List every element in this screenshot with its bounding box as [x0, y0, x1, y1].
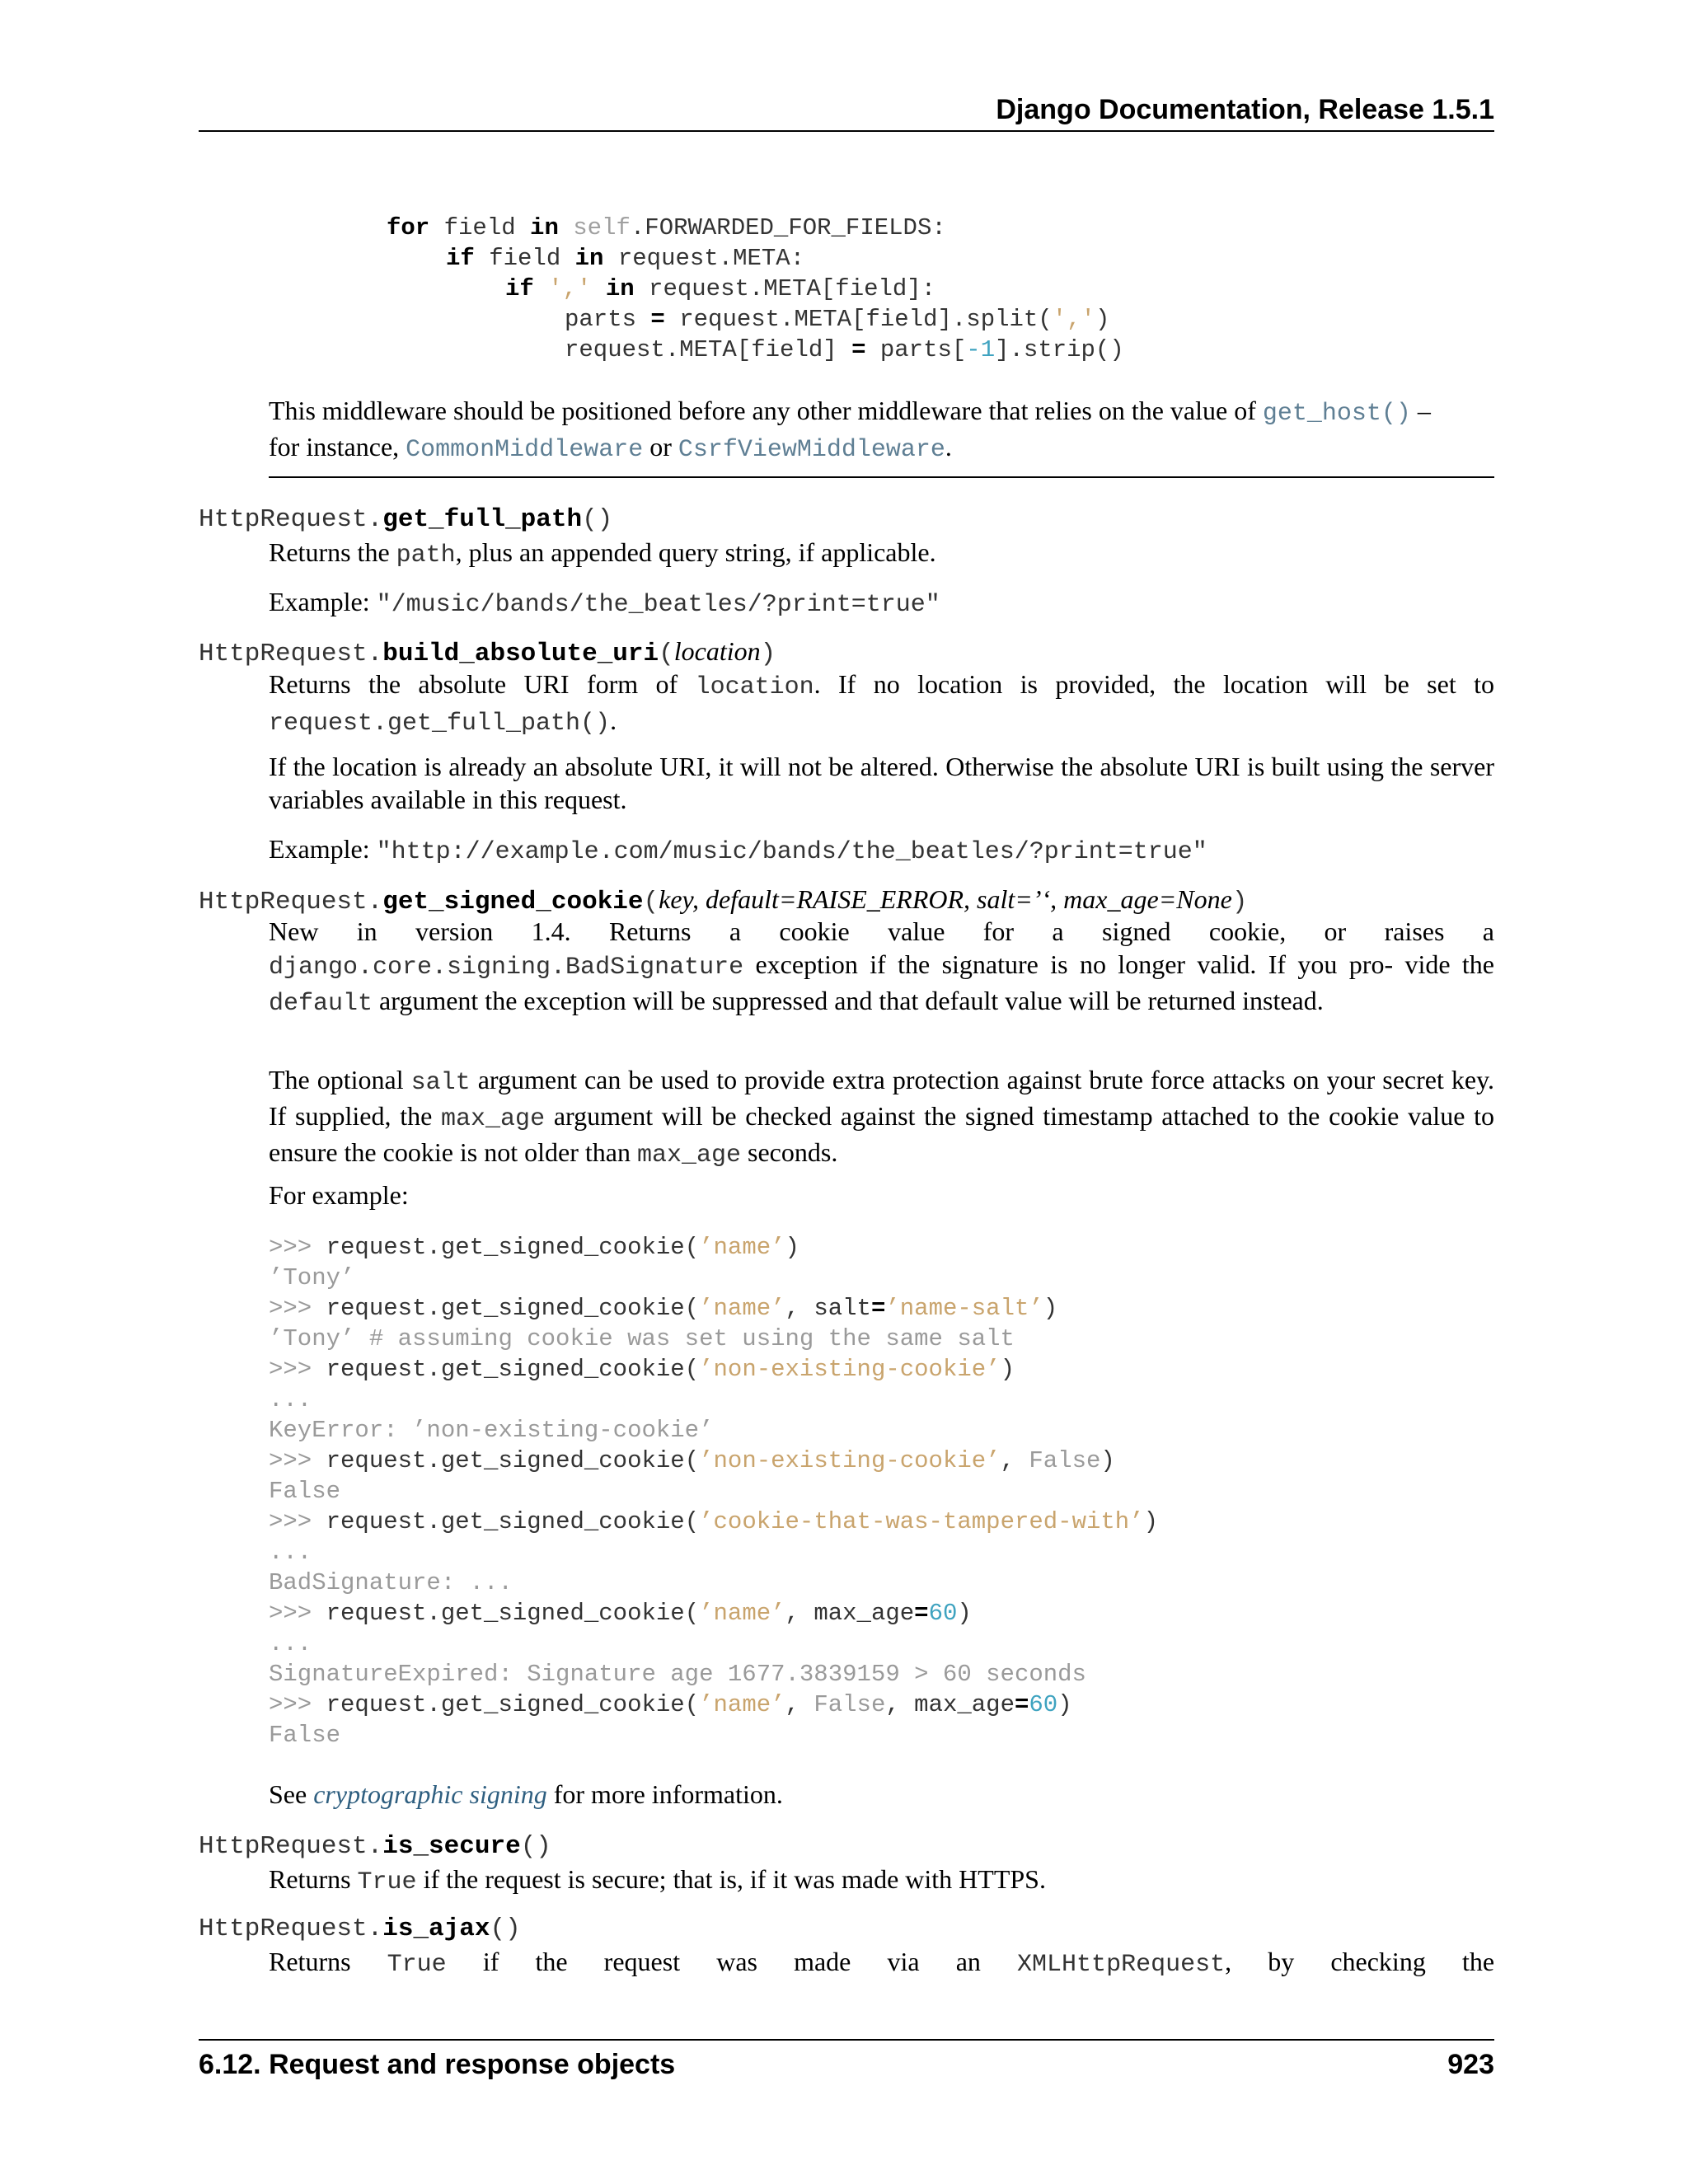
get-signed-cookie-salt-desc: The optional salt argument can be used to provide extra protection against brute force attacks on your secret key. If supplied, the max_age argument will be checked against the signed timestamp attached to the cookie value to ensure the cookie is not older than max_age seconds.: [269, 1065, 1495, 1169]
code-line: [269, 1659, 1086, 1690]
code-token: ’non-existing-cookie’: [699, 1356, 1001, 1383]
code-token: ...: [269, 1630, 312, 1657]
note-line-1: This middleware should be positioned before any other middleware that relies on the value of get_host() –: [269, 396, 1431, 428]
code-token: >>>: [269, 1600, 326, 1627]
code-token: , max_age: [885, 1691, 1015, 1718]
code-token: >>>: [269, 1447, 326, 1474]
code-token: ): [1000, 1356, 1015, 1383]
code-line: [269, 1598, 972, 1629]
cryptographic-signing-link[interactable]: cryptographic signing: [313, 1779, 547, 1809]
get-signed-cookie-desc: New in version 1.4. Returns a cookie value for a signed cookie, or raises a django.core.signing.BadSignature exception if the signature is no longer valid. If you pro- vide the default argument the exception will be suppressed and that default value will be returned instead.: [269, 916, 1495, 1018]
code-line: [269, 1690, 1072, 1720]
code-token: False: [269, 1722, 341, 1749]
note-line-2: for instance, CommonMiddleware or CsrfViewMiddleware.: [269, 432, 952, 464]
code-token: False: [1029, 1447, 1101, 1474]
code-line: if field in request.META:: [446, 245, 805, 272]
code-token: >>>: [269, 1356, 326, 1383]
code-token: =: [870, 1295, 886, 1322]
page-number: 923: [1447, 2049, 1494, 2080]
signature-is-secure: HttpRequest.is_secure(): [199, 1832, 551, 1861]
code-token: False: [814, 1691, 886, 1718]
code-line: [269, 1720, 340, 1750]
code-token: ): [785, 1234, 799, 1261]
code-line: [269, 1507, 1158, 1537]
code-token: ’name’: [699, 1600, 785, 1627]
code-token: ’name-salt’: [885, 1295, 1043, 1322]
code-token: ,: [1000, 1447, 1029, 1474]
is-ajax-desc: Returns True if the request was made via an XMLHttpRequest, by checking the: [269, 1947, 1495, 1979]
code-token: ,: [785, 1691, 814, 1718]
code-token: , salt: [785, 1295, 871, 1322]
code-token: ’name’: [699, 1234, 785, 1261]
code-line: [269, 1568, 513, 1598]
code-token: >>>: [269, 1234, 326, 1261]
code-line: if ',' in request.META[field]:: [505, 275, 936, 302]
see-also: See cryptographic signing for more information.: [269, 1779, 783, 1809]
code-token: =: [1015, 1691, 1029, 1718]
code-token: ’name’: [699, 1691, 785, 1718]
code-token: ): [1143, 1508, 1159, 1535]
code-token: =: [914, 1600, 929, 1627]
code-token: 60: [1029, 1691, 1058, 1718]
is-secure-desc: Returns True if the request is secure; that is, if it was made with HTTPS.: [269, 1864, 1046, 1896]
code-token: >>>: [269, 1508, 326, 1535]
code-line: [269, 1232, 799, 1263]
build-absolute-uri-desc-2: If the location is already an absolute URI, it will not be altered. Otherwise the absolute URI is built using the server variables available in this request.: [269, 752, 1494, 814]
code-line: for field in self.FORWARDED_FOR_FIELDS:: [387, 214, 946, 241]
code-token: >>>: [269, 1295, 326, 1322]
code-line: [269, 1293, 1057, 1324]
note-divider: [269, 476, 1494, 478]
code-token: SignatureExpired: Signature age 1677.3839159 > 60 seconds: [269, 1661, 1086, 1688]
code-line: [269, 1629, 312, 1659]
signature-is-ajax: HttpRequest.is_ajax(): [199, 1915, 521, 1943]
code-token: ’non-existing-cookie’: [699, 1447, 1001, 1474]
code-line: [269, 1476, 340, 1507]
code-token: ): [1043, 1295, 1058, 1322]
code-token: ’Tony’: [269, 1264, 355, 1291]
code-token: ...: [269, 1386, 312, 1413]
build-absolute-uri-example: Example: "http://example.com/music/bands/the_beatles/?print=true": [269, 834, 1207, 866]
code-line: parts = request.META[field].split(','): [565, 306, 1110, 333]
running-footer: [199, 2039, 1494, 2081]
code-token: request.get_signed_cookie(: [326, 1508, 700, 1535]
code-line: [269, 1354, 1015, 1385]
code-token: ’name’: [699, 1295, 785, 1322]
code-token: False: [269, 1478, 341, 1505]
code-line: [269, 1415, 714, 1446]
for-example-label: For example:: [269, 1180, 409, 1210]
code-token: ...: [269, 1539, 312, 1566]
csrf-view-middleware-link[interactable]: CsrfViewMiddleware: [678, 436, 945, 464]
code-token: request.get_signed_cookie(: [326, 1691, 700, 1718]
signature-get-signed-cookie: HttpRequest.get_signed_cookie(key, default=RAISE_ERROR, salt=’‘, max_age=None): [199, 884, 1248, 916]
code-token: request.get_signed_cookie(: [326, 1600, 700, 1627]
signature-build-absolute-uri: HttpRequest.build_absolute_uri(location): [199, 636, 776, 668]
code-token: 60: [928, 1600, 958, 1627]
code-token: request.get_signed_cookie(: [326, 1295, 700, 1322]
get-full-path-example: Example: "/music/bands/the_beatles/?print=true": [269, 587, 940, 619]
code-token: request.get_signed_cookie(: [326, 1356, 700, 1383]
get-host-link[interactable]: get_host(): [1262, 400, 1411, 428]
code-token: ): [1100, 1447, 1115, 1474]
middleware-note: [269, 394, 1494, 466]
code-line: [269, 1324, 1015, 1354]
code-token: , max_age: [785, 1600, 915, 1627]
footer-section-title: 6.12. Request and response objects: [199, 2049, 676, 2080]
signature-get-full-path: HttpRequest.get_full_path(): [199, 505, 613, 534]
code-token: ’Tony’ # assuming cookie was set using the same salt: [269, 1325, 1015, 1352]
code-token: request.get_signed_cookie(: [326, 1447, 700, 1474]
running-header: Django Documentation, Release 1.5.1: [199, 89, 1494, 132]
code-token: request.get_signed_cookie(: [326, 1234, 700, 1261]
code-token: ): [957, 1600, 972, 1627]
build-absolute-uri-desc: Returns the absolute URI form of location. If no location is provided, the location will be set to request.get_full_path().: [269, 669, 1494, 738]
code-token: KeyError: ’non-existing-cookie’: [269, 1417, 714, 1444]
common-middleware-link[interactable]: CommonMiddleware: [406, 436, 644, 464]
code-line: [269, 1446, 1115, 1476]
code-token: ’cookie-that-was-tampered-with’: [699, 1508, 1144, 1535]
get-full-path-desc: Returns the path, plus an appended query string, if applicable.: [269, 537, 936, 569]
code-line: [269, 1537, 312, 1568]
code-line: request.META[field] = parts[-1].strip(): [565, 336, 1124, 363]
code-token: ): [1057, 1691, 1072, 1718]
code-token: >>>: [269, 1691, 326, 1718]
code-line: [269, 1385, 312, 1415]
code-line: [269, 1263, 354, 1293]
code-token: BadSignature: ...: [269, 1569, 513, 1596]
